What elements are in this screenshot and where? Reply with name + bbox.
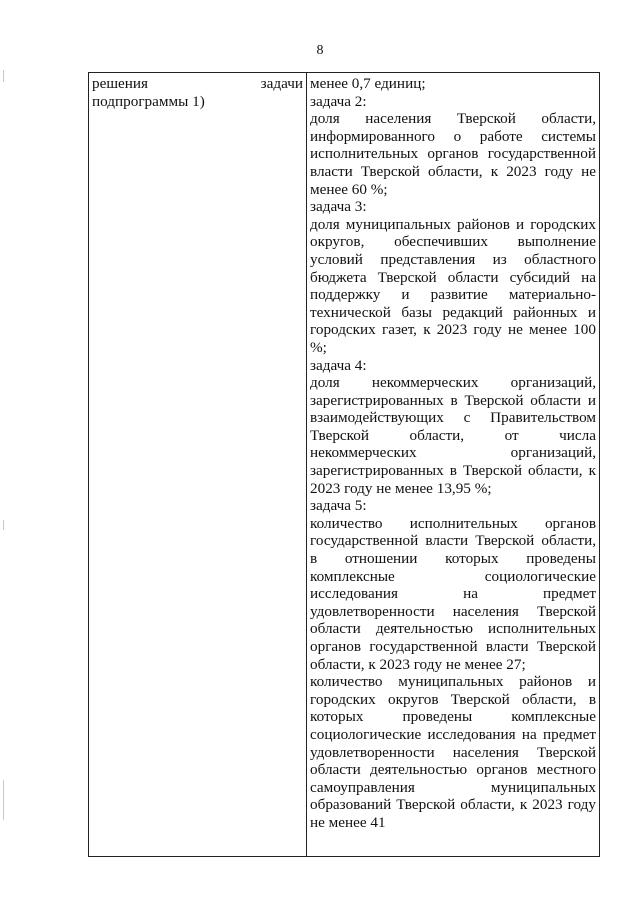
page-number: 8 [316,43,324,58]
task-heading: задача 3: [310,198,367,216]
document-table [88,72,600,857]
cell-paragraph: менее 0,7 единиц; [310,75,426,92]
cell-paragraph: количество исполнительных органов государственной власти Тверской области, в отношении которых проведены комплексные социологические исследования на предмет удовлетворенности населения Тверской области деятельностью исполнительных органов государственной власти Тверской области, к 2023 году не менее 27; [310,514,596,673]
cell-text-line: решения задачи [92,75,303,92]
table-cell-content [307,73,600,857]
scan-edge-mark [3,70,4,82]
task-heading: задача 4: [310,356,367,374]
cell-paragraph: доля муниципальных районов и городских округов, обеспечивших выполнение условий представления из областного бюджета Тверской области субсидий на поддержку и развитие материально-технической базы редакций районных и городских газет, к 2023 году не менее 100 %; [310,215,596,356]
cell-paragraph: доля населения Тверской области, информированного о работе системы исполнительных органов государственной власти Тверской области, к 2023 году не менее 60 %; [310,110,596,198]
cell-paragraph: количество муниципальных районов и городских округов Тверской области, в которых проведены комплексные социологические исследования на предмет удовлетворенности населения Тверской области деятельностью органов местного самоуправления муниципальных образований Тверской области, к 2023 году не менее 41 [310,673,596,831]
scan-edge-mark [3,780,4,820]
task-heading: задача 2: [310,92,367,110]
table-row [89,73,600,857]
cell-paragraph: доля некоммерческих организаций, зарегистрированных в Тверской области и взаимодействующих с Правительством Тверской области, от числа некоммерческих организаций, зарегистрированных в Тверской области, к 2023 году не менее 13,95 %; [310,374,596,497]
cell-text-line: подпрограммы 1) [92,92,205,110]
task-heading: задача 5: [310,497,367,515]
table-cell-label [89,73,307,857]
scan-edge-mark [3,520,4,530]
